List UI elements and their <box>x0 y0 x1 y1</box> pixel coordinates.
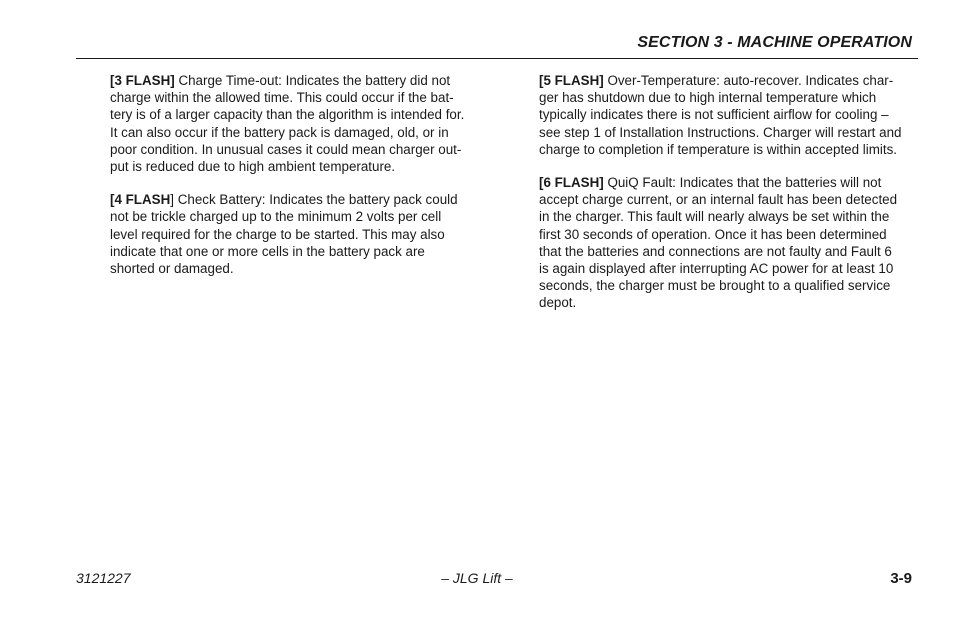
flash-code-label: [6 FLASH] <box>539 175 604 191</box>
flash-code-label: [5 FLASH] <box>539 73 604 88</box>
text-line: level required for the charge to be started. This may also <box>110 226 445 242</box>
left-column <box>110 72 488 293</box>
text-line: poor condition. In unusual cases it could mean charger out- <box>110 141 462 157</box>
page-number: 3-9 <box>890 570 912 587</box>
text-line: shorted or damaged. <box>110 261 234 277</box>
paragraph-3-flash <box>110 72 488 175</box>
section-title: SECTION 3 - MACHINE OPERATION <box>637 34 912 51</box>
paragraph-6-flash <box>539 174 921 312</box>
text-line: ger has shutdown due to high internal temperature which <box>539 90 877 106</box>
text-line: charge within the allowed time. This could occur if the bat- <box>110 90 454 106</box>
text-line: first 30 seconds of operation. Once it has been determined <box>539 226 887 242</box>
document-number: 3121227 <box>76 570 131 586</box>
text-line: in the charger. This fault will nearly always be set within the <box>539 209 890 225</box>
text-line: [4 FLASH] Check Battery: Indicates the battery pack could <box>110 192 458 208</box>
text-line: depot. <box>539 295 577 311</box>
text-line: indicate that one or more cells in the battery pack are <box>110 243 425 259</box>
text-line: [6 FLASH] QuiQ Fault: Indicates that the batteries will not <box>539 175 882 191</box>
flash-code-label: [3 FLASH] <box>110 73 175 88</box>
text-line: is again displayed after interrupting AC power for at least 10 <box>539 261 894 277</box>
text-line: It can also occur if the battery pack is damaged, old, or in <box>110 124 449 140</box>
page-header <box>76 34 918 59</box>
right-column <box>539 72 921 328</box>
footer-center-text: – JLG Lift – <box>441 570 513 586</box>
text-line: charge to completion if temperature is within accepted limits. <box>539 141 897 157</box>
text-line: not be trickle charged up to the minimum 2 volts per cell <box>110 209 442 225</box>
text-line: [5 FLASH] Over-Temperature: auto-recover. Indicates char- <box>539 73 894 88</box>
text-line: see step 1 of Installation Instructions. Charger will restart and <box>539 124 902 140</box>
text-line: [3 FLASH] Charge Time-out: Indicates the battery did not <box>110 73 451 88</box>
text-line: put is reduced due to high ambient temperature. <box>110 159 396 175</box>
text-line: accept charge current, or an internal fault has been detected <box>539 192 898 208</box>
text-line: seconds, the charger must be brought to a qualified service <box>539 278 891 294</box>
paragraph-5-flash <box>539 72 921 158</box>
text-line: that the batteries and connections are not faulty and Fault 6 <box>539 243 892 259</box>
text-line: tery is of a larger capacity than the algorithm is intended for. <box>110 107 465 123</box>
paragraph-4-flash <box>110 191 488 277</box>
flash-code-label: [4 FLASH <box>110 192 171 208</box>
text-line: typically indicates there is not sufficient airflow for cooling – <box>539 107 889 123</box>
